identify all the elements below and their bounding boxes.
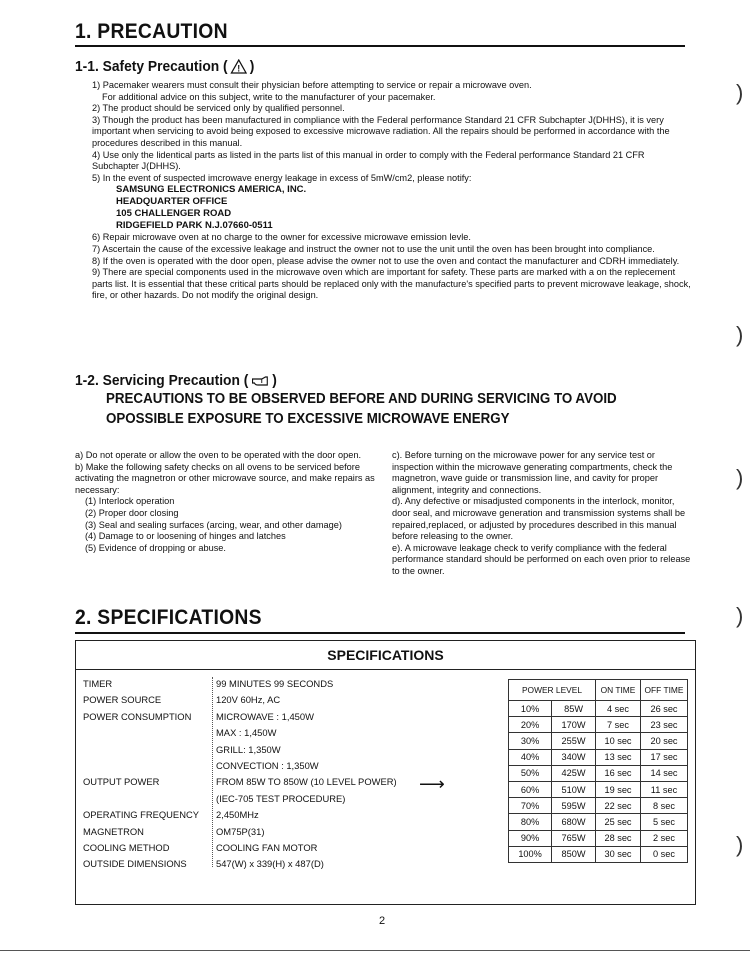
spec-values [216,676,411,873]
footer-rule [0,950,750,951]
spec-label: OUTPUT POWER [83,776,160,788]
safety-heading-close: ) [249,58,255,75]
arrow-right-icon: ⟶ [419,774,445,794]
spec-value: GRILL: 1,350W [216,743,281,755]
safety-item: For additional advice on this subject, write to the manufacturer of your pacemaker. [102,91,436,102]
power-percent: 60% [509,781,552,797]
specifications-table [75,640,696,905]
power-table-row [509,814,688,830]
power-watts: 850W [552,846,596,862]
power-level-header: POWER LEVEL [509,680,596,701]
power-percent: 30% [509,733,552,749]
section-rule [75,45,685,47]
spec-label: MAGNETRON [83,825,144,837]
servicing-item: d). Any defective or misadjusted components in the interlock, monitor, door seal, and microwave generation and transmission systems shall be repaired,replaced, or adjusted by procedures described in this manual before releasing to the owner. [392,496,686,542]
power-watts: 340W [552,749,596,765]
spec-value: COOLING FAN MOTOR [216,841,318,853]
power-table-row [509,781,688,797]
servicing-item: b) Make the following safety checks on all ovens to be serviced before activating the magnetron or other microwave source, and make repairs as necessary: [75,461,375,495]
power-percent: 100% [509,846,552,862]
servicing-precaution-heading [75,372,277,389]
servicing-subitem: (2) Proper door closing [85,507,179,518]
servicing-subitem: (3) Seal and sealing surfaces (arcing, wear, and other damage) [85,519,342,530]
power-percent: 90% [509,830,552,846]
off-time: 20 sec [641,733,688,749]
spec-label: OUTSIDE DIMENSIONS [83,858,187,870]
power-percent: 50% [509,765,552,781]
binding-mark: ) [736,322,744,347]
off-time: 17 sec [641,749,688,765]
safety-item: 6) Repair microwave oven at no charge to the owner for excessive microwave emission levle. [92,232,471,243]
address-line: SAMSUNG ELECTRONICS AMERICA, INC. [116,184,307,196]
servicing-item: c). Before turning on the microwave power for any service test or inspection within the microwave generating compartments, check the magnetron, wave guide or transmission line, and cavity for proper alignment, integrity and connections. [392,450,673,495]
power-percent: 10% [509,701,552,717]
spec-value: 120V 60Hz, AC [216,694,281,706]
spec-label: TIMER [83,678,113,689]
manufacturer-address [92,184,692,232]
column-divider [212,677,214,867]
safety-item: 2) The product should be serviced only by qualified personnel. [92,103,345,114]
spec-value: OM75P(31) [216,825,265,837]
power-watts: 425W [552,765,596,781]
servicing-item: a) Do not operate or allow the oven to be operated with the door open. [75,450,362,460]
address-line: 105 CHALLENGER ROAD [116,208,232,220]
power-level-table [508,679,688,863]
servicing-left-column [75,450,375,554]
servicing-warning [106,389,617,429]
power-watts: 85W [552,701,596,717]
spec-value: FROM 85W TO 850W (10 LEVEL POWER) [216,776,397,788]
servicing-subitem: (5) Evidence of dropping or abuse. [85,542,226,553]
off-time: 8 sec [641,798,688,814]
spec-labels [83,676,213,873]
on-time: 10 sec [596,733,641,749]
safety-item: 8) If the oven is operated with the door open, please advise the owner not to use the oven and contact the manufacturer and CDRH immediately. [92,255,680,266]
spec-value: 99 MINUTES 99 SECONDS [216,678,334,689]
power-watts: 170W [552,717,596,733]
off-time: 14 sec [641,765,688,781]
on-time: 16 sec [596,765,641,781]
warning-triangle-icon [230,59,247,74]
servicing-subitem: (4) Damage to or loosening of hinges and latches [85,531,286,542]
servicing-heading-close: ) [272,372,277,389]
spec-value: (IEC-705 TEST PROCEDURE) [216,792,346,804]
power-percent: 40% [509,749,552,765]
power-table-row [509,798,688,814]
power-watts: 680W [552,814,596,830]
on-time: 13 sec [596,749,641,765]
table-divider [76,669,695,670]
svg-text:!: ! [237,63,241,74]
power-watts: 765W [552,830,596,846]
spec-value: 2,450MHz [216,809,259,821]
off-time: 2 sec [641,830,688,846]
binding-mark: ) [736,465,744,490]
spec-label [83,758,213,774]
address-line: RIDGEFIELD PARK N.J.07660-0511 [116,220,273,232]
on-time: 30 sec [596,846,641,862]
safety-list [92,80,692,302]
power-percent: 20% [509,717,552,733]
on-time: 7 sec [596,717,641,733]
off-time: 0 sec [641,846,688,862]
on-time: 25 sec [596,814,641,830]
power-table-row [509,830,688,846]
power-table-row [509,749,688,765]
warning-line: PRECAUTIONS TO BE OBSERVED BEFORE AND DURING SERVICING TO AVOID [106,391,617,407]
spec-label: COOLING METHOD [83,841,170,853]
on-time-header: ON TIME [596,680,641,701]
section-title-precaution: 1. PRECAUTION [75,20,228,43]
servicing-subitem: (1) Interlock operation [85,496,175,507]
warning-line: OPOSSIBLE EXPOSURE TO EXCESSIVE MICROWAVE ENERGY [106,411,510,427]
section-title-specifications: 2. SPECIFICATIONS [75,606,262,629]
safety-item: 3) Though the product has been manufactured in compliance with the Federal performance Standard 21 CFR Subchapter J(DHHS), it is very important when servicing to avoid being exposed to excessive microwave radiation. All the repairs should be performed in accordance with the procedures described in this manual. [92,114,670,148]
off-time: 5 sec [641,814,688,830]
power-percent: 70% [509,798,552,814]
address-line: HEADQUARTER OFFICE [116,196,228,208]
on-time: 4 sec [596,701,641,717]
power-percent: 80% [509,814,552,830]
spec-value: MAX : 1,450W [216,727,277,739]
binding-mark: ) [736,80,744,105]
safety-item: 5) In the event of suspected imcrowave energy leakage in excess of 5mW/cm2, please notify: [92,172,472,183]
spec-label: POWER CONSUMPTION [83,710,192,722]
spec-value: MICROWAVE : 1,450W [216,710,314,722]
page-number: 2 [378,915,386,927]
safety-item: 4) Use only the lidentical parts as listed in the parts list of this manual in order to comply with the Federal performance Standard 21 CFR Subchapter J(DHHS). [92,149,645,172]
power-table-row [509,765,688,781]
power-watts: 510W [552,781,596,797]
spec-label [83,725,213,741]
power-table-row [509,846,688,862]
on-time: 28 sec [596,830,641,846]
specifications-table-title: SPECIFICATIONS [327,647,444,663]
on-time: 19 sec [596,781,641,797]
spec-value: CONVECTION : 1,350W [216,759,319,771]
power-watts: 255W [552,733,596,749]
servicing-heading-text: 1-2. Servicing Precaution ( [75,372,249,389]
power-table-header [509,680,688,701]
spec-label [83,791,213,807]
off-time: 11 sec [641,781,688,797]
off-time-header: OFF TIME [641,680,688,701]
safety-item: 1) Pacemaker wearers must consult their physician before attempting to service or repair a microwave oven. [92,80,532,90]
safety-heading-text: 1-1. Safety Precaution ( [75,58,228,75]
binding-mark: ) [736,832,744,857]
power-table-row [509,701,688,717]
servicing-item: e). A microwave leakage check to verify compliance with the federal performance standard should be performed on each oven prior to release to the owner. [392,542,691,576]
on-time: 22 sec [596,798,641,814]
spec-value: 547(W) x 339(H) x 487(D) [216,858,324,870]
safety-item: 9) There are special components used in the microwave oven which are important for safety. These parts are marked with a on the replecement parts list. It is essential that these critical parts should be replaced only with the manufacture's specified parts to prevent microwave leakage, shock, fire, or other hazards. Do not modify the original design. [92,267,691,301]
safety-item: 7) Ascertain the cause of the excessive leakage and instruct the owner not to use the unit until the oven has been brought into compliance. [92,243,655,254]
off-time: 26 sec [641,701,688,717]
power-table-row [509,717,688,733]
section-rule [75,632,685,634]
spec-label [83,742,213,758]
power-table-row [509,733,688,749]
binding-mark: ) [736,603,744,628]
safety-precaution-heading [75,58,254,75]
power-watts: 595W [552,798,596,814]
pointing-hand-icon [252,375,269,387]
spec-label: POWER SOURCE [83,694,162,706]
off-time: 23 sec [641,717,688,733]
servicing-right-column [392,450,692,578]
spec-label: OPERATING FREQUENCY [83,809,199,821]
